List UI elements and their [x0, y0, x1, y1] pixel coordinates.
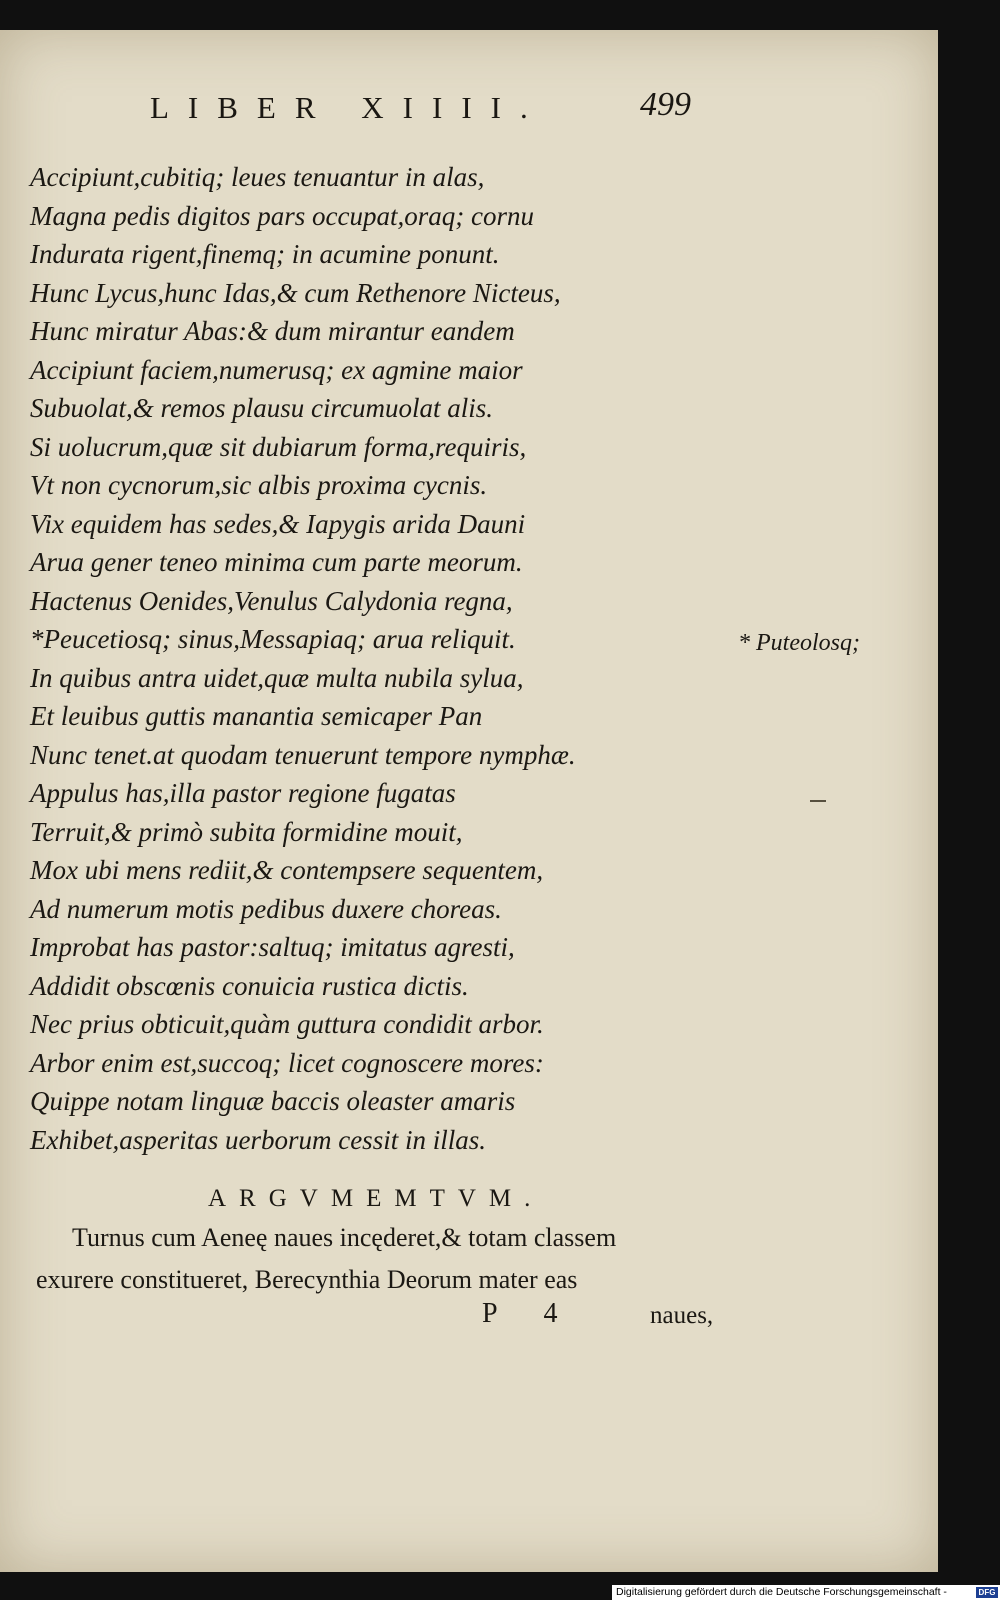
verse-line: Exhibet,asperitas uerborum cessit in illas. — [30, 1124, 486, 1155]
verse-line: Vt non cycnorum,sic albis proxima cycnis. — [30, 470, 488, 500]
verse-line: Mox ubi mens rediit,& contempsere sequentem, — [30, 855, 544, 885]
verse-line: Vix equidem has sedes,& Iapygis arida Dauni — [30, 508, 526, 539]
verse-line: *Peucetiosq; sinus,Messapiaq; arua reliquit. — [30, 624, 516, 654]
verse-line: Et leuibus guttis manantia semicaper Pan — [30, 701, 483, 731]
verse-line: Indurata rigent,finemq; in acumine ponunt. — [30, 239, 500, 269]
verse-line: Magna pedis digitos pars occupat,oraq; cornu — [30, 200, 534, 231]
verse-line: Accipiunt faciem,numerusq; ex agmine maior — [30, 354, 523, 385]
dfg-logo: DFG — [976, 1587, 998, 1598]
verse-line: Nunc tenet.at quodam tenuerunt tempore nymphæ. — [30, 739, 576, 770]
digitization-credit — [612, 1585, 1000, 1600]
verse-block — [30, 158, 710, 1159]
page-number: 499 — [640, 86, 691, 123]
verse-line: Hunc miratur Abas:& dum mirantur eandem — [30, 316, 515, 346]
verse-line: Hunc Lycus,hunc Idas,& cum Rethenore Nicteus, — [30, 277, 561, 308]
verse-line: In quibus antra uidet,quæ multa nubila sylua, — [30, 662, 524, 693]
argument-text — [36, 1217, 736, 1301]
credit-text: Digitalisierung gefördert durch die Deutsche Forschungsgemeinschaft - — [616, 1586, 947, 1598]
margin-mark — [810, 800, 826, 802]
marginal-note: * Puteolosq; — [738, 630, 860, 656]
verse-line: Quippe notam linguæ baccis oleaster amaris — [30, 1086, 516, 1116]
catchword: naues, — [650, 1302, 714, 1329]
argument-line: Turnus cum Aeneę naues incęderet,& totam classem — [72, 1223, 617, 1252]
verse-line: Nec prius obticuit,quàm guttura condidit arbor. — [30, 1009, 544, 1039]
verse-line: Addidit obscœnis conuicia rustica dictis. — [30, 970, 469, 1001]
verse-line: Improbat has pastor:saltuq; imitatus agresti, — [30, 932, 515, 962]
argument-line: exurere constitueret, Berecynthia Deorum mater eas — [36, 1265, 578, 1294]
verse-line: Arbor enim est,succoq; licet cognoscere mores: — [30, 1047, 544, 1078]
verse-line: Si uolucrum,quæ sit dubiarum forma,requiris, — [30, 431, 527, 462]
signature-mark: P 4 — [482, 1298, 578, 1329]
verse-line: Arua gener teneo minima cum parte meorum. — [30, 547, 523, 577]
verse-line: Appulus has,illa pastor regione fugatas — [30, 778, 456, 808]
running-header: LIBER XIIII. — [150, 90, 547, 125]
verse-line: Subuolat,& remos plausu circumuolat alis. — [30, 393, 493, 423]
verse-line: Ad numerum motis pedibus duxere choreas. — [30, 893, 502, 924]
argument-heading: ARGVMEMTVM. — [208, 1185, 544, 1212]
verse-line: Hactenus Oenides,Venulus Calydonia regna, — [30, 585, 513, 616]
verse-line: Accipiunt,cubitiq; leues tenuantur in alas, — [30, 162, 485, 192]
verse-line: Terruit,& primò subita formidine mouit, — [30, 816, 463, 847]
book-page — [0, 30, 938, 1572]
